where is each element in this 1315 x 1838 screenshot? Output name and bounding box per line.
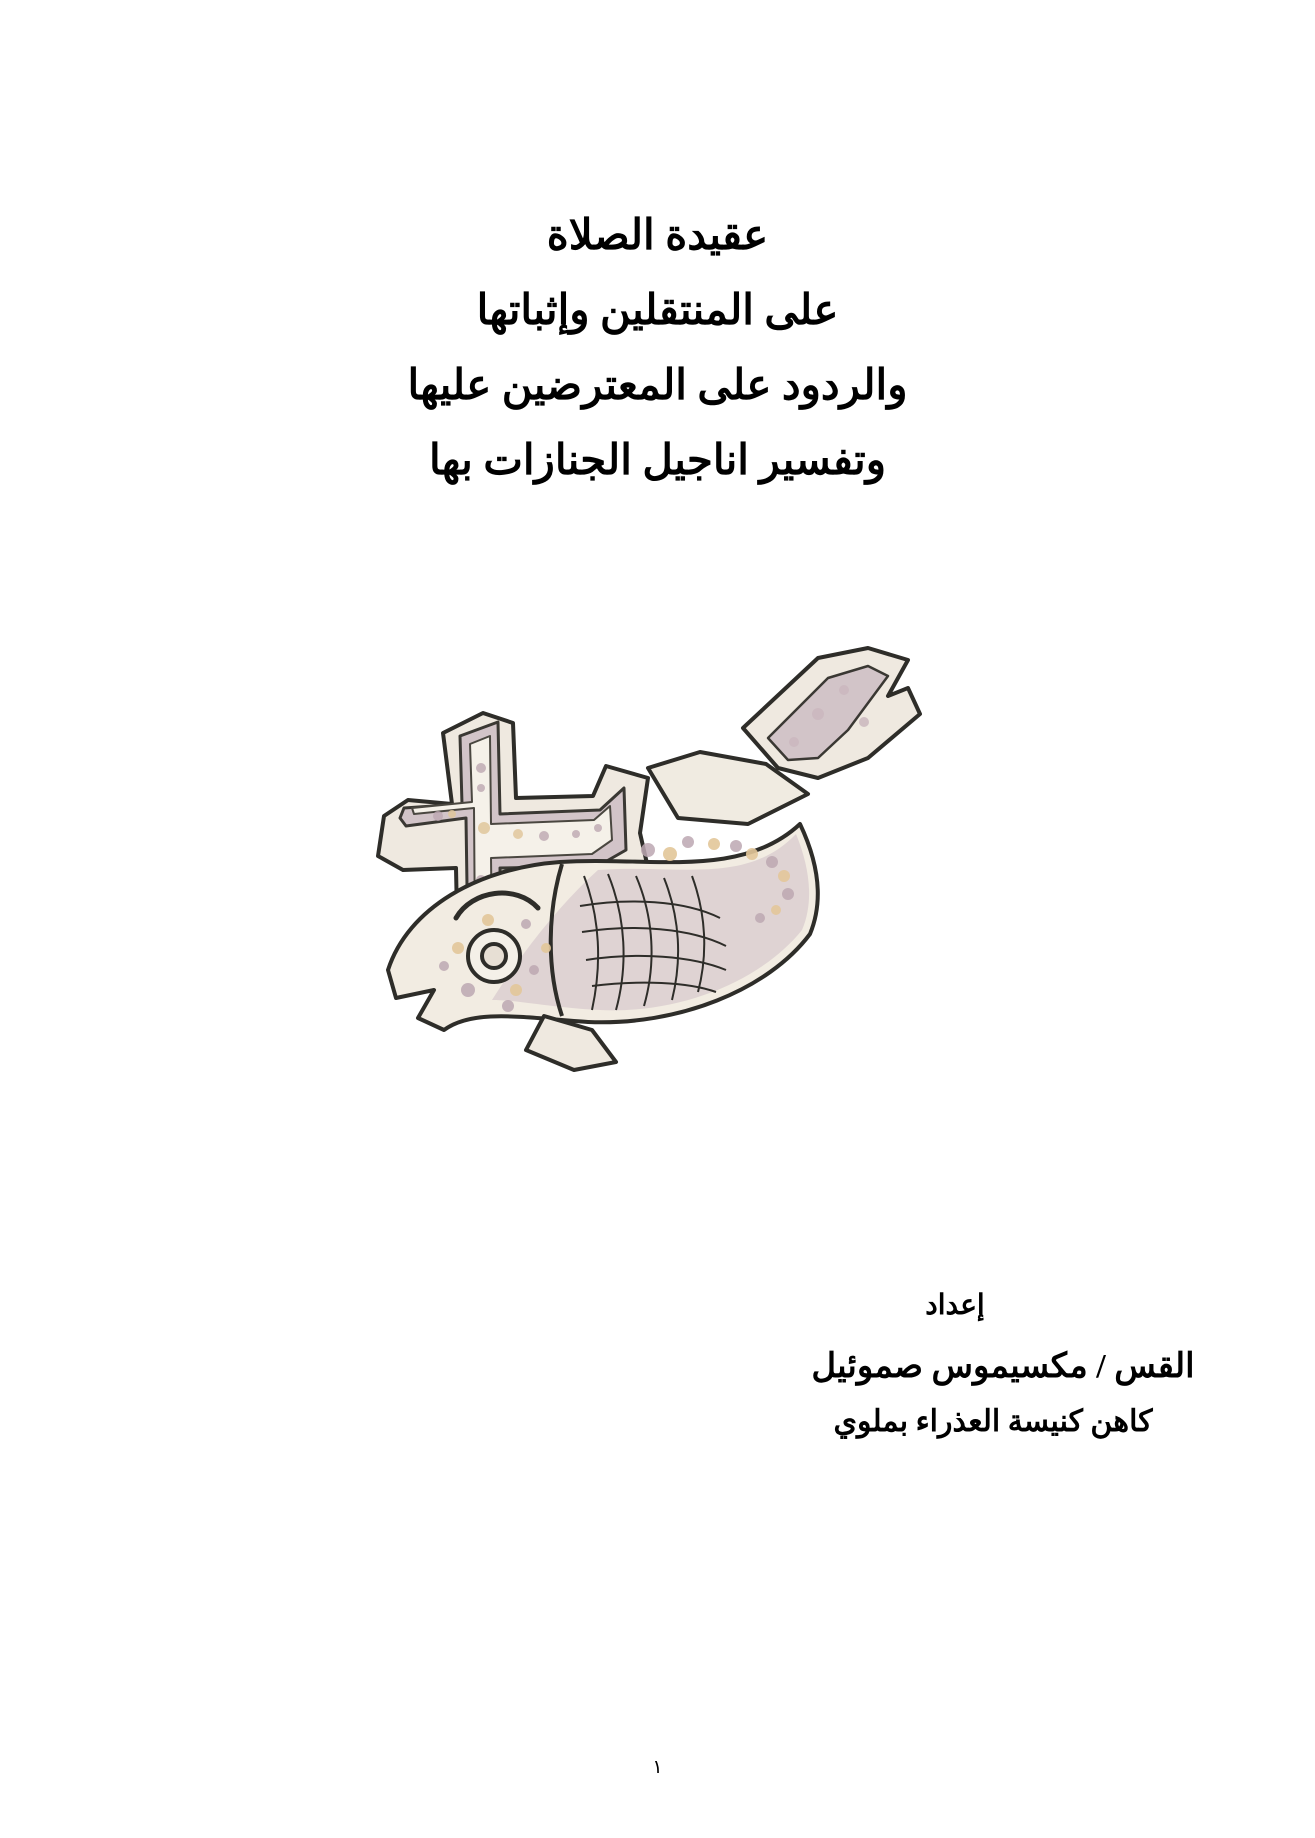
author-role: كاهن كنيسة العذراء بملوي <box>833 1405 1153 1438</box>
page-number: ١ <box>652 1757 663 1778</box>
title-line-2: على المنتقلين وإثباتها <box>476 288 839 334</box>
title-line-4: وتفسير اناجيل الجنازات بها <box>428 438 887 484</box>
author-block <box>0 1288 1315 1439</box>
title-line-1: عقيدة الصلاة <box>546 213 769 259</box>
title-line-3: والردود على المعترضين عليها <box>407 363 908 409</box>
page-title <box>0 215 1315 515</box>
cross-and-fish-illustration <box>348 618 968 1088</box>
prepared-by-label: إعداد <box>925 1290 985 1321</box>
author-name: القس / مكسيموس صموئيل <box>811 1348 1195 1385</box>
